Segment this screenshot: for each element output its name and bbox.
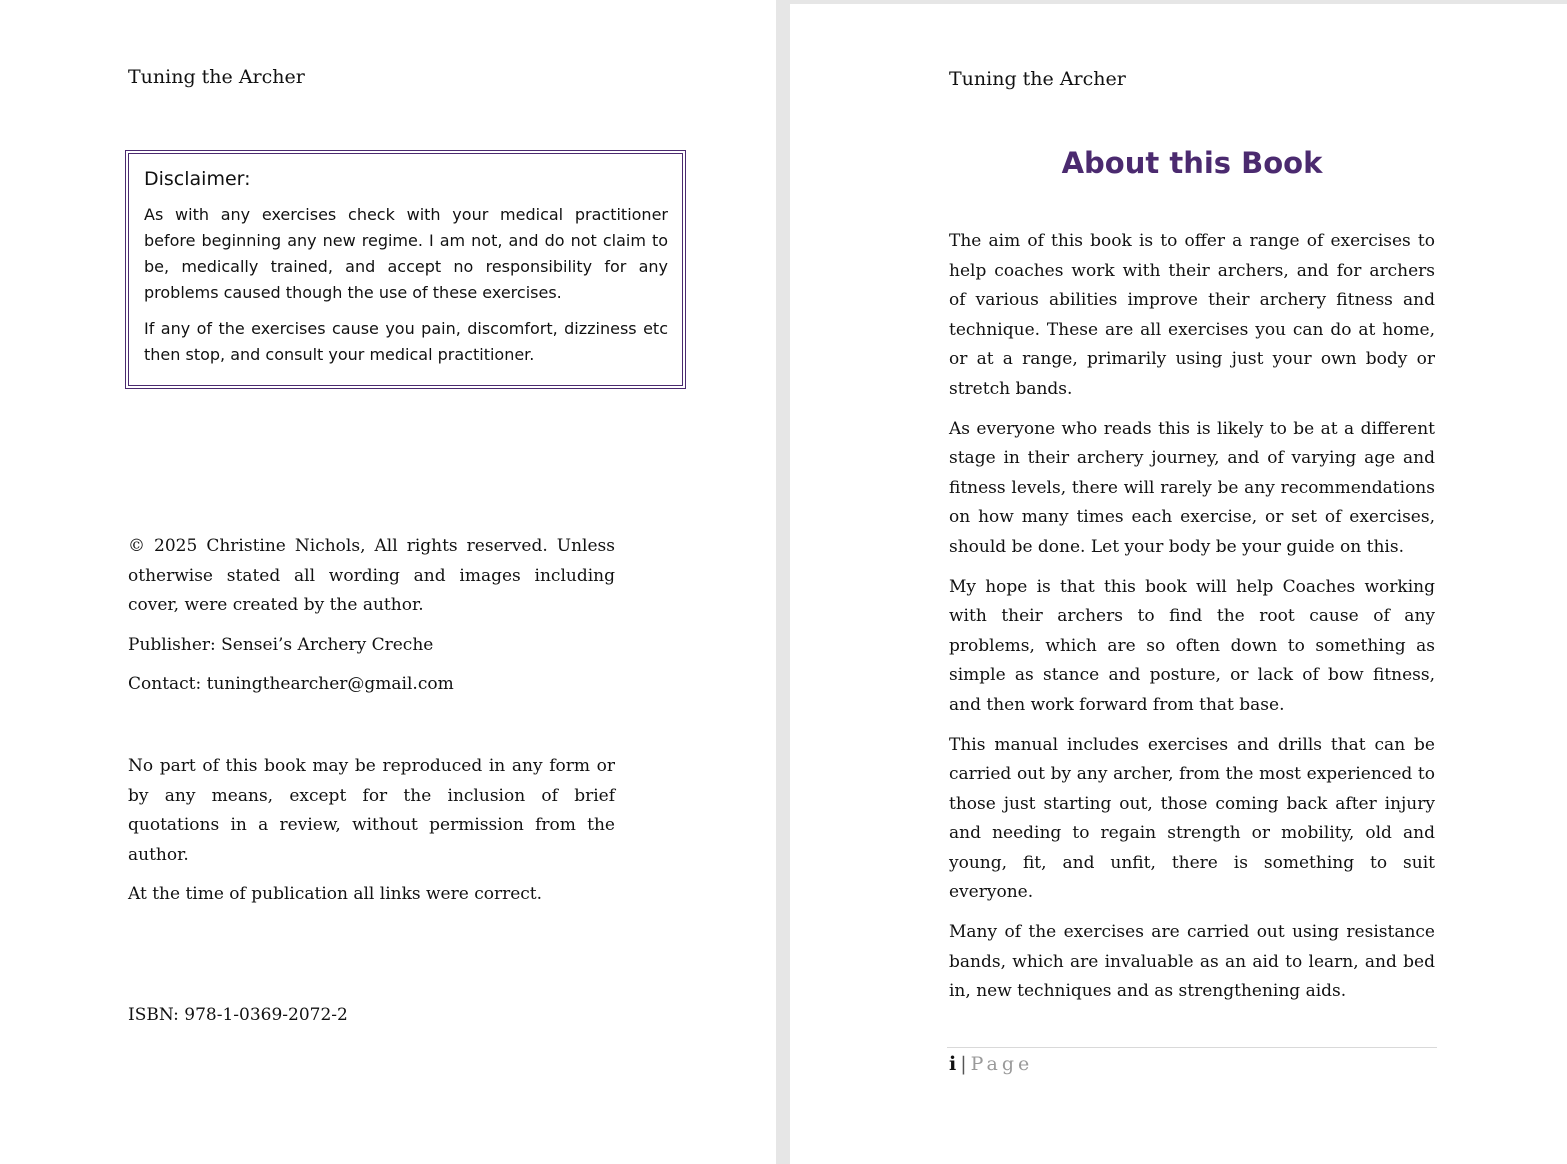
page-label: Page	[970, 1053, 1034, 1075]
disclaimer-paragraph: If any of the exercises cause you pain, discomfort, dizziness etc then stop, and consult your medical practitioner.	[144, 319, 668, 364]
body-paragraph: Many of the exercises are carried out using resistance bands, which are invaluable as an aid to learn, and bed in, new techniques and as strengthening aids.	[949, 922, 1435, 1002]
about-body	[949, 227, 1435, 1017]
publisher-line: Publisher: Sensei’s Archery Creche	[128, 634, 434, 655]
isbn-line: ISBN: 978-1-0369-2072-2	[128, 1005, 348, 1025]
page-footer	[949, 1053, 1033, 1075]
rights-notice: No part of this book may be reproduced in any form or by any means, except for the inclusion of brief quotations in a review, without permission from the author.	[128, 756, 615, 865]
body-paragraph: This manual includes exercises and drills that can be carried out by any archer, from the most experienced to those just starting out, those coming back after injury and needing to regain strength or mobility, old and young, fit, and unfit, there is something to suit everyone.	[949, 734, 1435, 903]
disclaimer-box	[125, 150, 686, 389]
rights-block	[128, 752, 615, 920]
page-title: About this Book	[1061, 146, 1323, 180]
right-page	[790, 4, 1567, 1164]
isbn-block	[128, 1001, 615, 1041]
body-paragraph: As everyone who reads this is likely to be at a different stage in their archery journey, and of varying age and fitness levels, there will rarely be any recommendations on how many times each exercise, or set of exercises, should be done. Let your body be your guide on this.	[949, 418, 1435, 557]
body-paragraph: My hope is that this book will help Coaches working with their archers to find the root cause of any problems, which are so often down to something as simple as stance and posture, or lack of bow fitness, and then work forward from that base.	[949, 576, 1435, 715]
body-paragraph: The aim of this book is to offer a range of exercises to help coaches work with their archers, and for archers of various abilities improve their archery fitness and technique. These are all exercises you can do at home, or at a range, primarily using just your own body or stretch bands.	[949, 231, 1435, 399]
left-page	[0, 0, 776, 1164]
running-head: Tuning the Archer	[128, 66, 305, 88]
copyright-block	[128, 532, 615, 710]
running-head: Tuning the Archer	[949, 68, 1126, 90]
contact-line: Contact: tuningthearcher@gmail.com	[128, 674, 454, 695]
copyright-notice: © 2025 Christine Nichols, All rights reserved. Unless otherwise stated all wording and images including cover, were created by the author.	[128, 536, 615, 616]
disclaimer-title: Disclaimer:	[144, 168, 251, 190]
page-number: i	[949, 1053, 957, 1075]
footer-separator: |	[960, 1053, 967, 1075]
footer-divider	[947, 1047, 1437, 1048]
links-notice: At the time of publication all links were correct.	[128, 884, 543, 905]
disclaimer-paragraph: As with any exercises check with your medical practitioner before beginning any new regime. I am not, and do not claim to be, medically trained, and accept no responsibility for any problems caused though the use of these exercises.	[144, 205, 668, 302]
